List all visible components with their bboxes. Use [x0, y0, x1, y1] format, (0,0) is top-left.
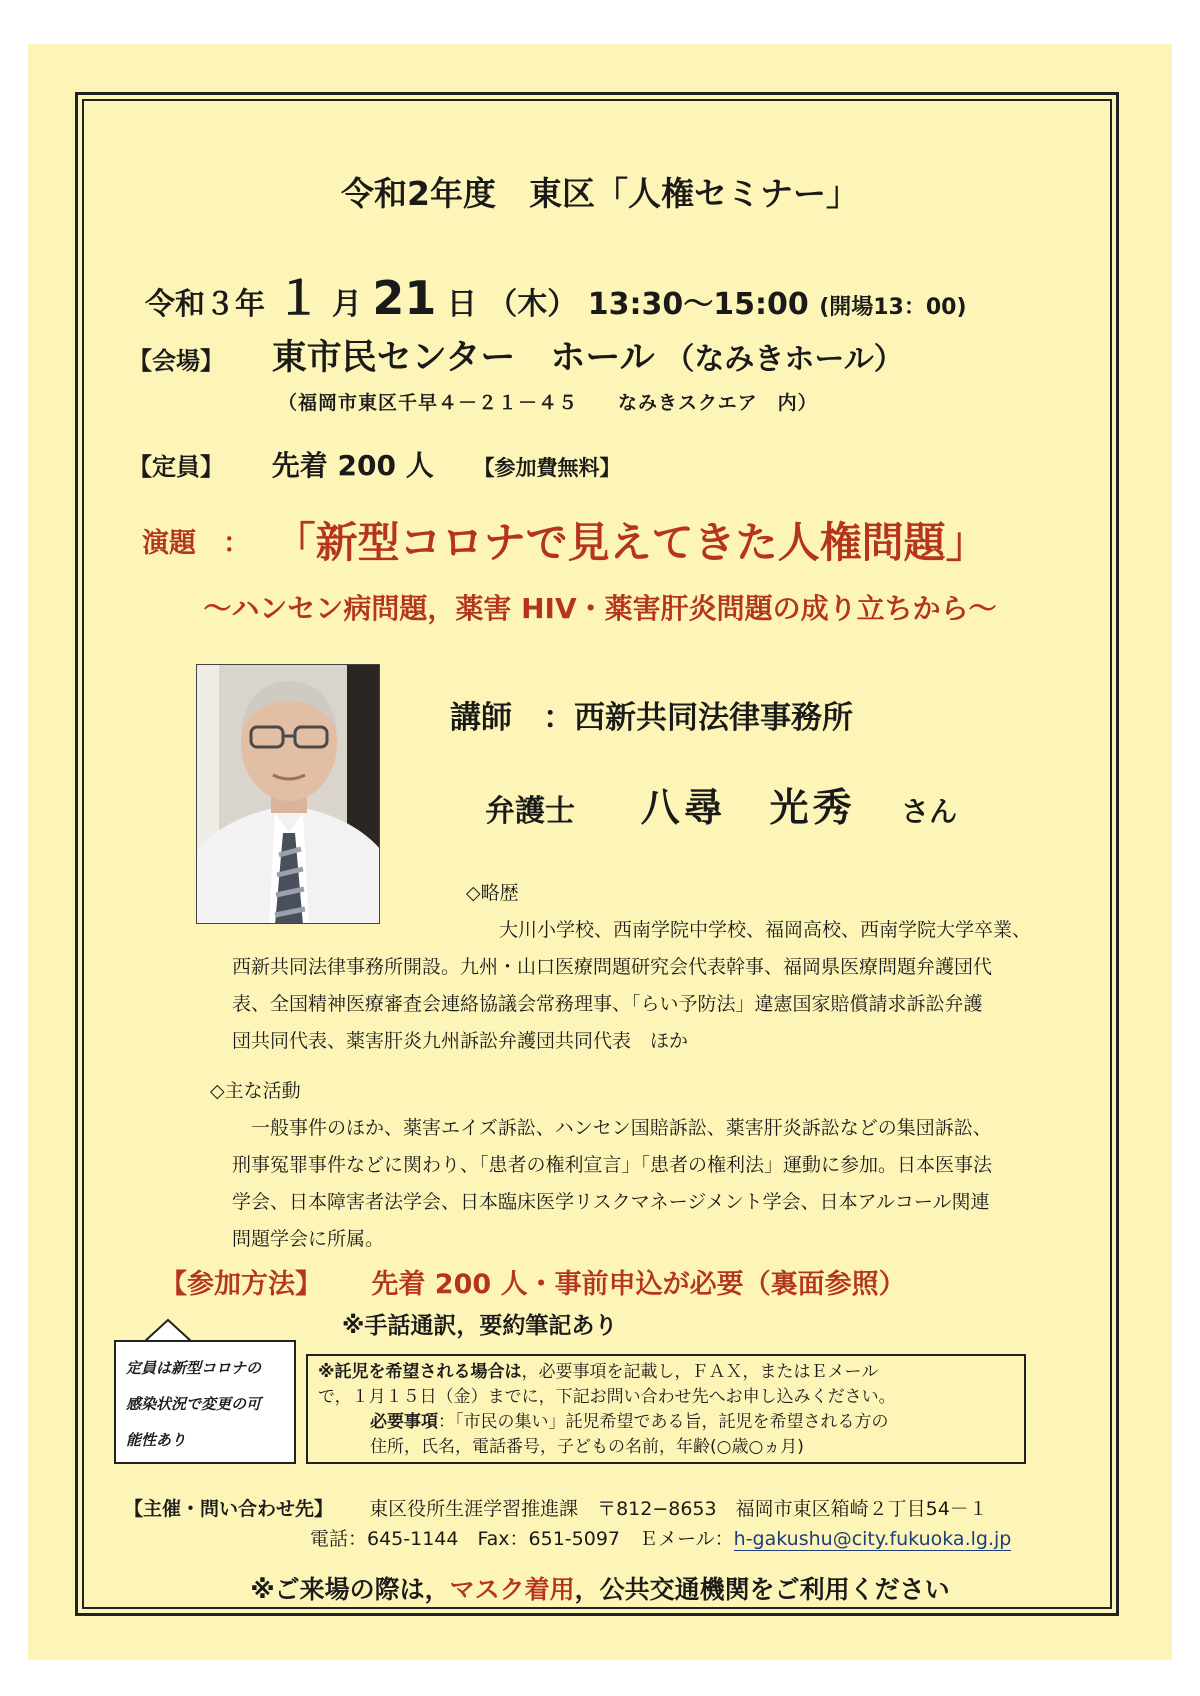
capacity-line [128, 444, 620, 484]
lecturer-role: 弁護士 [485, 794, 575, 829]
callout-pointer-icon [142, 1318, 194, 1342]
history-line: 表、全国精神医療審査会連絡協議会常務理事、「らい予防法」違憲国家賠償請求訴訟弁護 [232, 993, 983, 1015]
requirements-label: 必要事項 [370, 1412, 438, 1432]
venue-address: （福岡市東区千早４－２１－４５ なみきスクエア 内） [278, 392, 818, 414]
capacity-callout [114, 1340, 296, 1464]
theme-subtitle: ～ハンセン病問題，薬害 HIV・薬害肝炎問題の成り立ちから～ [203, 592, 997, 625]
venue-name: 東市民センター ホール [271, 338, 655, 378]
childcare-box [306, 1354, 1026, 1464]
childcare-line [318, 1360, 1014, 1385]
venue-subname: （なみきホール） [664, 342, 904, 377]
theme-label: 演題 ： [142, 527, 250, 559]
notice-post: ，公共交通機関をご利用ください [574, 1575, 950, 1604]
venue-label: 【会場】 [128, 347, 224, 375]
participation-text: 先着 200 人・事前申込が必要（裏面参照） [371, 1269, 906, 1300]
date-day-number: 21 [372, 271, 437, 325]
event-datetime [145, 262, 967, 328]
childcare-line2: で，１月１５日（金）までに，下記お問い合わせ先へお申し込みください。 [318, 1387, 896, 1407]
date-month: 月 [331, 287, 362, 322]
participation-method [160, 1262, 906, 1301]
history-line: 西新共同法律事務所開設。九州・山口医療問題研究会代表幹事、福岡県医療問題弁護団代 [232, 956, 993, 978]
capacity-label: 【定員】 [128, 453, 224, 481]
lecturer-affiliation: 講師 ：西新共同法律事務所 [450, 700, 853, 736]
requirements-text: ：「市民の集い」託児希望である旨，託児を希望される方の [438, 1412, 889, 1432]
callout-line: 能性あり [126, 1431, 187, 1449]
activities-heading: ◇主な活動 [210, 1080, 301, 1102]
theme-line [142, 510, 988, 570]
organizer-text: 東区役所生涯学習推進課 〒812−8653 福岡市東区箱崎２丁目54－１ [369, 1498, 988, 1520]
lecturer-name: 八尋 光秀 [640, 786, 856, 831]
childcare-lead: ※託児を希望される場合は [318, 1362, 522, 1382]
date-day: 日 [446, 287, 477, 322]
contact-phone-fax: 電話：645-1144 Fax：651-5097 Ｅメール： [310, 1528, 734, 1550]
attendance-notice [0, 1570, 1200, 1606]
activities-line: 一般事件のほか、薬害エイズ訴訟、ハンセン国賠訴訟、薬害肝炎訴訟などの集団訴訟、 [232, 1117, 992, 1139]
contact-email-link[interactable]: h-gakushu@city.fukuoka.lg.jp [733, 1528, 1012, 1550]
lecturer-photo [196, 664, 380, 924]
callout-line: 定員は新型コロナの [126, 1359, 262, 1377]
lecturer-portrait-icon [197, 665, 380, 924]
venue-line [128, 330, 904, 380]
activities-text [232, 1110, 1077, 1258]
callout-line: 感染状況で変更の可 [126, 1395, 262, 1413]
date-weekday: （木） [487, 287, 578, 322]
lecturer-name-line [485, 777, 957, 833]
childcare-requirements [318, 1410, 1014, 1435]
organizer-line [124, 1494, 988, 1521]
notice-pre: ※ご来場の際は， [250, 1575, 450, 1604]
date-era: 令和３年 [145, 287, 265, 322]
date-month-number: １ [275, 271, 322, 325]
history-line: 団共同代表、薬害肝炎九州訴訟弁護団共同代表 ほか [232, 1030, 689, 1052]
activities-line: 学会、日本障害者法学会、日本臨床医学リスクマネージメント学会、日本アルコール関連 [232, 1191, 990, 1213]
capacity-value: 先着 200 人 [271, 449, 434, 482]
door-open-time: (開場13：00) [819, 295, 967, 320]
lecturer-honorific: さん [901, 795, 958, 828]
history-text [232, 912, 1077, 1060]
history-heading: ◇略歴 [466, 882, 519, 904]
theme-title: 「新型コロナで見えてきた人権問題」 [273, 518, 988, 567]
history-line: 大川小学校、西南学院中学校、福岡高校、西南学院大学卒業、 [480, 919, 1032, 941]
seminar-title: 令和2年度 東区「人権セミナー」 [341, 174, 859, 213]
activities-line: 問題学会に所属。 [232, 1228, 385, 1250]
childcare-line1: ，必要事項を記載し，ＦＡＸ，またはＥメール [521, 1362, 879, 1382]
contact-line [310, 1524, 1011, 1551]
organizer-label: 【主催・問い合わせ先】 [124, 1498, 334, 1520]
activities-line: 刑事冤罪事件などに関わり、「患者の権利宣言」「患者の権利法」運動に参加。日本医事法 [232, 1154, 993, 1176]
event-time: 13:30～15:00 [587, 287, 809, 322]
fee-note: 【参加費無料】 [473, 456, 621, 480]
sign-language-note: ※手話通訳，要約筆記あり [342, 1313, 618, 1339]
notice-mask: マスク着用 [449, 1575, 575, 1604]
childcare-line4: 住所，氏名，電話番号，子どもの名前，年齢(○歳○ヵ月) [370, 1437, 804, 1457]
participation-label: 【参加方法】 [160, 1269, 322, 1300]
